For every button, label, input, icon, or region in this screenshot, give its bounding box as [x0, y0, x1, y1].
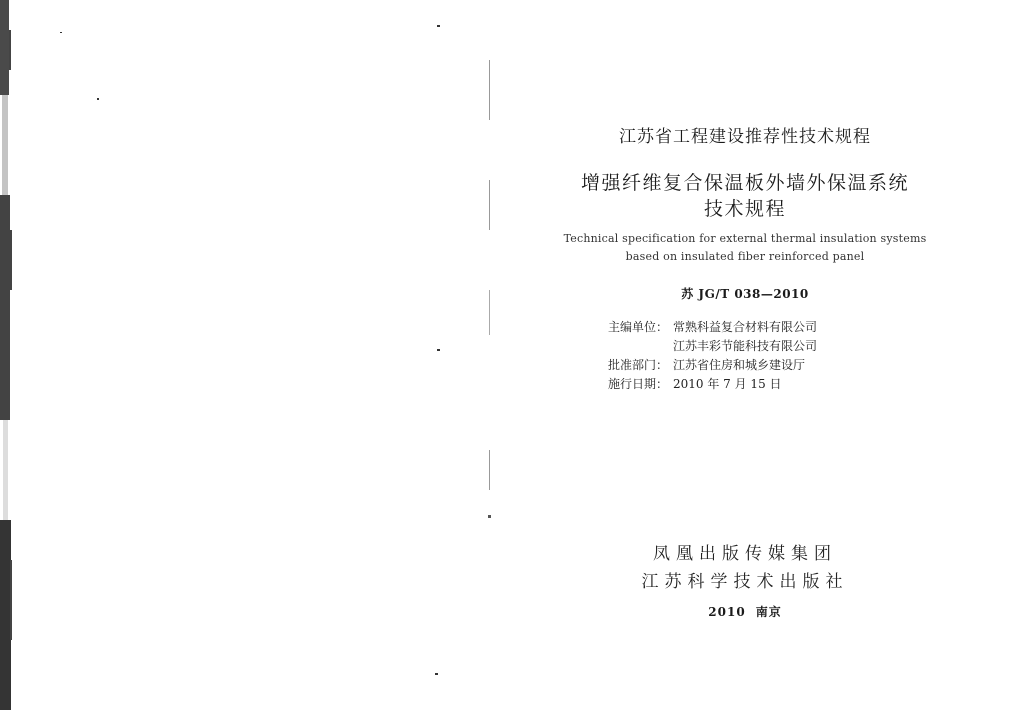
- approval-value: 江苏省住房和城乡建设厅: [673, 358, 806, 372]
- editor-label: 主编单位：: [608, 320, 669, 334]
- scan-speck: [435, 673, 438, 675]
- page-gutter: [487, 60, 493, 520]
- effective-date-row: [608, 375, 817, 394]
- scan-speck: [60, 32, 62, 33]
- english-title-line-1: Technical specification for external thermal insulation systems: [563, 232, 927, 245]
- main-title: [540, 170, 950, 222]
- binding-shadow: [0, 0, 22, 710]
- effective-date-value: 2010 年 7 月 15 日: [673, 377, 782, 391]
- scan-speck: [437, 25, 440, 27]
- effective-date-label: 施行日期：: [608, 377, 669, 391]
- publisher-press: 江苏科学技术出版社: [641, 572, 849, 592]
- publisher-group: 凤凰出版传媒集团: [653, 544, 837, 564]
- english-title: [540, 230, 950, 266]
- standard-number: 苏 JG/T 038—2010: [681, 287, 809, 301]
- publication-year: 2010: [708, 605, 746, 619]
- editor-row-2: [608, 337, 817, 356]
- scan-speck: [97, 98, 99, 100]
- info-block: [608, 318, 817, 394]
- approval-label: 批准部门：: [608, 358, 669, 372]
- publication-footer: [540, 603, 950, 620]
- publisher: [540, 540, 950, 596]
- scan-speck: [437, 349, 440, 351]
- english-title-line-2: based on insulated fiber reinforced panel: [625, 250, 865, 263]
- approval-row: [608, 356, 817, 375]
- series-title: 江苏省工程建设推荐性技术规程: [619, 127, 871, 147]
- main-title-line-2: 技术规程: [703, 198, 786, 220]
- editor-value-1: 常熟科益复合材料有限公司: [673, 320, 818, 334]
- main-title-line-1: 增强纤维复合保温板外墙外保温系统: [580, 172, 909, 194]
- publication-city: 南京: [755, 605, 782, 619]
- editor-row: [608, 318, 817, 337]
- editor-value-2: 江苏丰彩节能科技有限公司: [673, 339, 818, 353]
